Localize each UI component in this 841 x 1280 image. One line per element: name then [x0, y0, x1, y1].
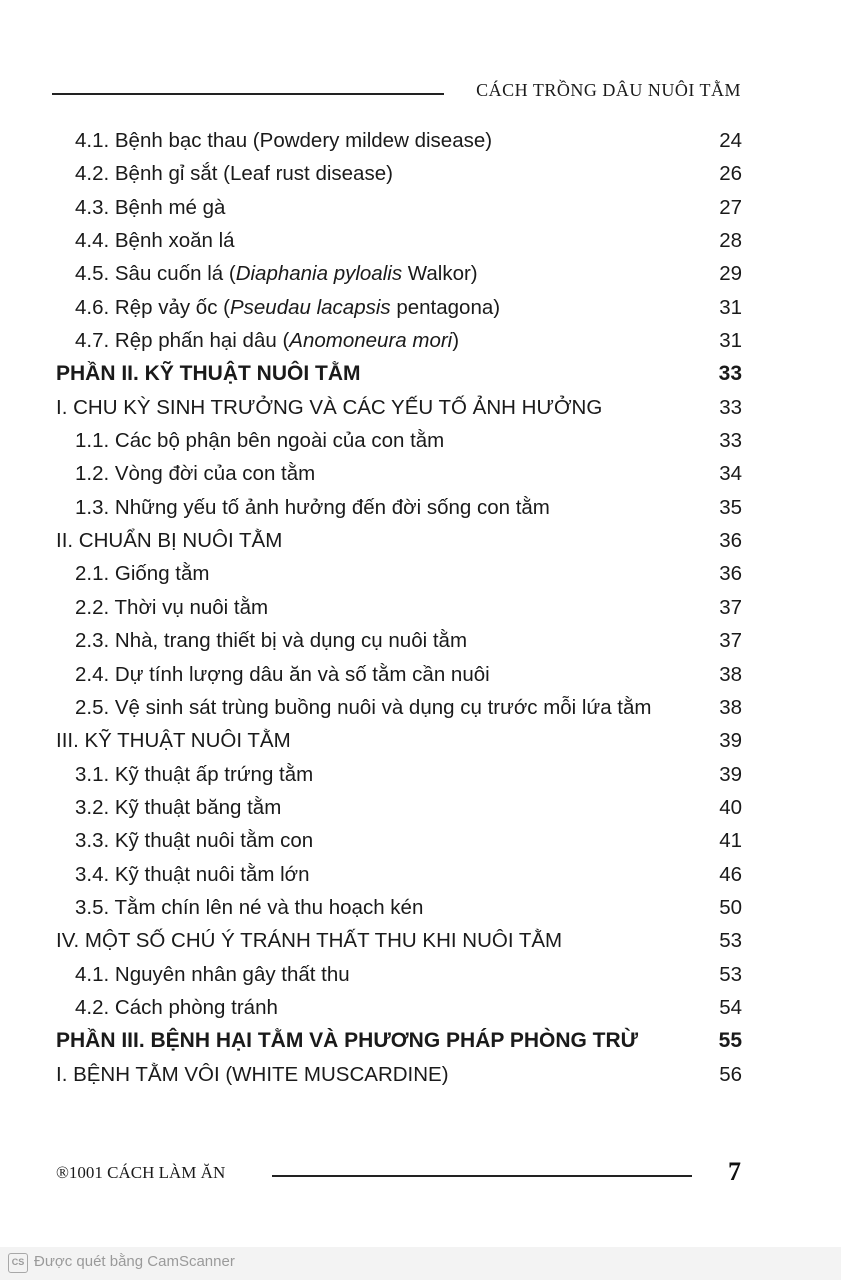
toc-title-segment: 4.2. Bệnh gỉ sắt (: [75, 162, 230, 186]
toc-entry-title: [75, 257, 478, 290]
toc-entry-page: 34: [719, 462, 742, 486]
toc-entry-title: [75, 624, 467, 657]
toc-entry-page: 46: [719, 862, 742, 886]
toc-entry-title: [56, 1058, 449, 1091]
toc-entry-title: [75, 424, 444, 457]
toc-entry-page: 33: [719, 429, 742, 453]
toc-entry-title: [75, 324, 459, 357]
toc-entry-title: [75, 457, 315, 490]
toc-entry-title: [75, 124, 492, 157]
toc-entry-page: 55: [718, 1029, 742, 1053]
toc-entry-title: [56, 724, 291, 757]
toc-entry-title: [75, 991, 278, 1024]
toc-title-segment: 1.1. Các bộ phận bên ngoài của con tằm: [75, 429, 445, 453]
toc-title-segment: Leaf rust disease: [229, 162, 387, 186]
toc-entry-page: 37: [719, 595, 742, 619]
toc-entry-page: 39: [719, 729, 742, 753]
toc-title-segment: 3.4. Kỹ thuật nuôi tằm lớn: [75, 862, 310, 886]
toc-entry-title: [75, 691, 651, 724]
toc-title-segment: ): [485, 129, 493, 152]
toc-entry-page: 24: [719, 129, 742, 152]
toc-entry-part: [56, 1024, 742, 1057]
toc-title-segment: I. BỆNH TẰM VÔI (WHITE MUSCARDINE): [56, 1062, 449, 1086]
toc-entry-section: [56, 724, 742, 757]
toc-entry-sub: [56, 424, 742, 457]
toc-title-segment: 3.1. Kỹ thuật ấp trứng tằm: [75, 762, 314, 786]
toc-entry-title: [75, 658, 490, 691]
toc-entry-section: [56, 924, 742, 957]
toc-entry-title: [56, 1024, 638, 1057]
toc-entry-title: [75, 791, 281, 824]
toc-entry-title: [75, 891, 423, 924]
toc-entry-sub: [56, 457, 742, 490]
toc-entry-sub: [56, 557, 742, 590]
toc-title-segment: ): [386, 162, 393, 186]
toc-entry-sub: [56, 224, 742, 257]
toc-entry-sub: [56, 791, 742, 824]
footer-series-label: ®1001 CÁCH LÀM ĂN: [56, 1163, 226, 1182]
toc-title-segment: 4.6. Rệp vảy ốc (: [75, 295, 230, 319]
toc-title-segment: 4.5. Sâu cuốn lá (: [75, 262, 236, 286]
toc-entry-sub: [56, 257, 742, 290]
toc-entry-page: 56: [719, 1062, 742, 1086]
toc-title-segment: 4.2. Cách phòng tránh: [75, 995, 278, 1019]
toc-entry-sub: [56, 591, 742, 624]
header-rule: [52, 93, 444, 95]
toc-entry-title: [56, 357, 361, 390]
toc-title-segment: I. CHU KỲ SINH TRƯỞNG VÀ CÁC YẾU TỐ ẢNH HƯỞNG: [56, 395, 603, 419]
toc-title-segment: Anomoneura mori: [289, 329, 453, 353]
toc-entry-page: 53: [719, 929, 742, 953]
toc-title-segment: 2.5. Vệ sinh sát trùng buồng nuôi và dụng cụ trước mỗi lứa tằm: [75, 695, 652, 719]
toc-title-segment: 3.3. Kỹ thuật nuôi tằm con: [75, 829, 314, 853]
toc-entry-title: [75, 191, 225, 224]
toc-entry-title: [75, 557, 209, 590]
toc-entry-title: [75, 291, 500, 324]
toc-title-segment: 1.3. Những yếu tố ảnh hưởng đến đời sống con tằm: [75, 495, 550, 519]
toc-entry-section: [56, 1058, 742, 1091]
toc-entry-sub: [56, 958, 742, 991]
camscanner-logo-icon: CS: [8, 1253, 28, 1273]
table-of-contents: [56, 124, 742, 1091]
toc-entry-sub: [56, 291, 742, 324]
toc-entry-page: 28: [719, 229, 742, 253]
toc-title-segment: pentagona): [390, 295, 501, 319]
toc-entry-sub: [56, 691, 742, 724]
toc-title-segment: 4.3. Bệnh mé gà: [75, 195, 226, 219]
toc-title-segment: III. KỸ THUẬT NUÔI TẰM: [56, 729, 291, 753]
toc-title-segment: ): [452, 329, 460, 353]
toc-entry-title: [75, 958, 350, 991]
toc-entry-page: 38: [719, 662, 742, 686]
toc-title-segment: 2.3. Nhà, trang thiết bị và dụng cụ nuôi tằm: [75, 629, 468, 653]
toc-entry-sub: [56, 624, 742, 657]
toc-entry-sub: [56, 858, 742, 891]
toc-entry-title: [56, 391, 602, 424]
toc-title-segment: 2.4. Dự tính lượng dâu ăn và số tằm cần nuôi: [75, 662, 490, 686]
toc-title-segment: 2.2. Thời vụ nuôi tằm: [75, 595, 269, 619]
toc-title-segment: PHẦN III. BỆNH HẠI TẰM VÀ PHƯƠNG PHÁP PHÒNG TRỪ: [56, 1029, 639, 1053]
toc-entry-sub: [56, 491, 742, 524]
toc-title-segment: II. CHUẨN BỊ NUÔI TẰM: [56, 529, 283, 553]
running-header-title: CÁCH TRỒNG DÂU NUÔI TẰM: [476, 80, 741, 100]
toc-entry-sub: [56, 891, 742, 924]
toc-entry-sub: [56, 157, 742, 190]
toc-title-segment: Pseudau lacapsis: [229, 295, 391, 319]
toc-entry-sub: [56, 758, 742, 791]
toc-entry-page: 36: [719, 562, 742, 586]
toc-entry-page: 29: [719, 262, 742, 286]
toc-entry-page: 27: [719, 195, 742, 219]
page-number: 7: [728, 1157, 741, 1186]
toc-entry-page: 40: [719, 795, 742, 819]
toc-entry-title: [75, 224, 235, 257]
toc-entry-title: [56, 524, 282, 557]
toc-entry-sub: [56, 124, 742, 157]
toc-entry-section: [56, 524, 742, 557]
toc-entry-sub: [56, 658, 742, 691]
toc-entry-title: [75, 824, 313, 857]
toc-title-segment: 4.7. Rệp phấn hại dâu (: [75, 329, 290, 353]
toc-entry-sub: [56, 991, 742, 1024]
toc-title-segment: Walkor): [402, 262, 478, 286]
toc-entry-page: 50: [719, 895, 742, 919]
toc-entry-page: 33: [718, 362, 742, 386]
toc-title-segment: 3.5. Tằm chín lên né và thu hoạch kén: [75, 895, 424, 919]
toc-entry-page: 33: [719, 395, 742, 419]
toc-entry-page: 31: [719, 295, 742, 319]
toc-title-segment: PHẦN II. KỸ THUẬT NUÔI TẰM: [56, 362, 361, 386]
toc-entry-page: 53: [719, 962, 742, 986]
toc-title-segment: 4.1. Bệnh bạc thau (: [75, 129, 260, 152]
toc-entry-page: 36: [719, 529, 742, 553]
toc-title-segment: 3.2. Kỹ thuật băng tằm: [75, 795, 282, 819]
toc-entry-part: [56, 357, 742, 390]
toc-title-segment: 4.4. Bệnh xoăn lá: [75, 229, 235, 253]
toc-title-segment: Diaphania pyloalis: [235, 262, 403, 286]
toc-entry-title: [75, 591, 268, 624]
toc-entry-title: [75, 157, 393, 190]
toc-entry-page: 31: [719, 329, 742, 353]
toc-entry-page: 35: [719, 495, 742, 519]
toc-entry-title: [75, 758, 313, 791]
toc-entry-sub: [56, 324, 742, 357]
toc-entry-section: [56, 391, 742, 424]
toc-entry-page: 54: [719, 995, 742, 1019]
scanner-watermark-text: Được quét bằng CamScanner: [34, 1253, 235, 1270]
toc-entry-title: [56, 924, 562, 957]
footer-rule: [272, 1175, 692, 1177]
toc-entry-title: [75, 858, 310, 891]
toc-title-segment: IV. MỘT SỐ CHÚ Ý TRÁNH THẤT THU KHI NUÔI TẰM: [56, 929, 563, 953]
toc-entry-page: 38: [719, 695, 742, 719]
toc-entry-title: [75, 491, 550, 524]
toc-title-segment: 4.1. Nguyên nhân gây thất thu: [75, 962, 350, 986]
toc-entry-page: 26: [719, 162, 742, 186]
toc-title-segment: Powdery mildew disease: [259, 129, 486, 152]
toc-entry-sub: [56, 824, 742, 857]
toc-entry-page: 41: [719, 829, 742, 853]
toc-title-segment: 1.2. Vòng đời của con tằm: [75, 462, 316, 486]
toc-entry-sub: [56, 191, 742, 224]
toc-entry-page: 39: [719, 762, 742, 786]
toc-entry-page: 37: [719, 629, 742, 653]
toc-title-segment: 2.1. Giống tằm: [75, 562, 210, 586]
